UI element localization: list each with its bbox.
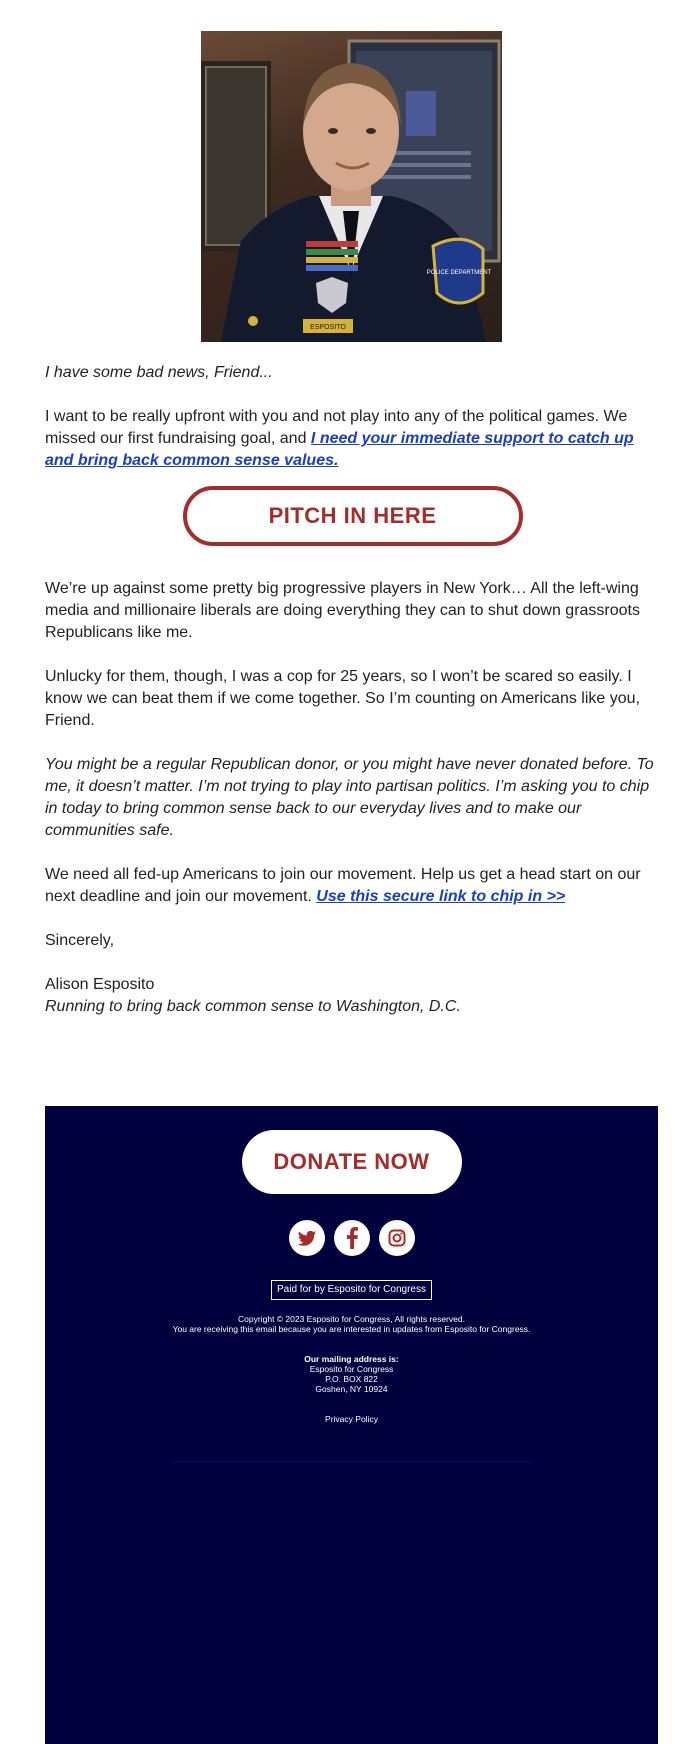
- paragraph-opponents: We’re up against some pretty big progressive players in New York… All the left-wing media and millionaire liberals are doing everything they can to shut down grassroots Republicans like me.: [45, 580, 640, 641]
- paid-for-disclaimer: Paid for by Esposito for Congress: [271, 1280, 432, 1300]
- twitter-icon[interactable]: [289, 1220, 325, 1256]
- pitch-in-button[interactable]: PITCH IN HERE: [183, 486, 523, 546]
- instagram-icon[interactable]: [379, 1220, 415, 1256]
- signature-name: Alison Esposito: [45, 976, 155, 993]
- chip-in-link[interactable]: Use this secure link to chip in >>: [316, 888, 566, 905]
- signoff: Sincerely,: [45, 932, 115, 949]
- subscription-reason: You are receiving this email because you are interested in updates from Esposito for Congress.: [172, 1324, 531, 1334]
- email-body: [45, 362, 660, 1018]
- signature: [45, 974, 660, 1018]
- name-tag-text: ESPOSITO: [310, 324, 346, 331]
- greeting: I have some bad news, Friend...: [45, 364, 273, 381]
- mailing-line-1: Esposito for Congress: [309, 1364, 394, 1374]
- mailing-header: Our mailing address is:: [304, 1354, 399, 1364]
- intro-text: I want to be really upfront with you and not play into any of the political games. We missed our first fundraising goal, and: [45, 408, 628, 447]
- shoulder-patch-text: POLICE DEPARTMENT: [426, 270, 492, 276]
- copyright-block: [45, 1314, 658, 1334]
- movement-text: We need all fed-up Americans to join our movement. Help us get a head start on our next deadline and join our movement.: [45, 866, 641, 905]
- donate-now-button[interactable]: DONATE NOW: [242, 1130, 462, 1194]
- copyright-text: Copyright © 2023 Esposito for Congress, All rights reserved.: [238, 1314, 465, 1324]
- footer-divider: [172, 1461, 532, 1462]
- pitch-cta: [45, 486, 660, 546]
- paragraph-movement: [45, 864, 660, 908]
- support-link[interactable]: I need your immediate support to catch up and bring back common sense values.: [45, 430, 634, 469]
- privacy-policy-link[interactable]: Privacy Policy: [325, 1414, 378, 1424]
- candidate-photo: [201, 31, 502, 342]
- mailing-address: [45, 1354, 658, 1394]
- signature-tagline: Running to bring back common sense to Washington, D.C.: [45, 998, 461, 1015]
- facebook-icon[interactable]: [334, 1220, 370, 1256]
- social-links: [45, 1220, 658, 1256]
- paragraph-cop: Unlucky for them, though, I was a cop for 25 years, so I won’t be scared so easily. I know we can beat them if we come together. So I’m counting on Americans like you, Friend.: [45, 668, 640, 729]
- mailing-line-3: Goshen, NY 10924: [315, 1384, 388, 1394]
- email-footer: [45, 1106, 658, 1744]
- mailing-line-2: P.O. BOX 822: [325, 1374, 378, 1384]
- paragraph-donor: You might be a regular Republican donor, or you might have never donated before. To me, it doesn’t matter. I’m not trying to play into partisan politics. I’m asking you to chip in today to bring common sense back to our everyday lives and to make our communities safe.: [45, 756, 654, 839]
- intro-paragraph: [45, 406, 660, 472]
